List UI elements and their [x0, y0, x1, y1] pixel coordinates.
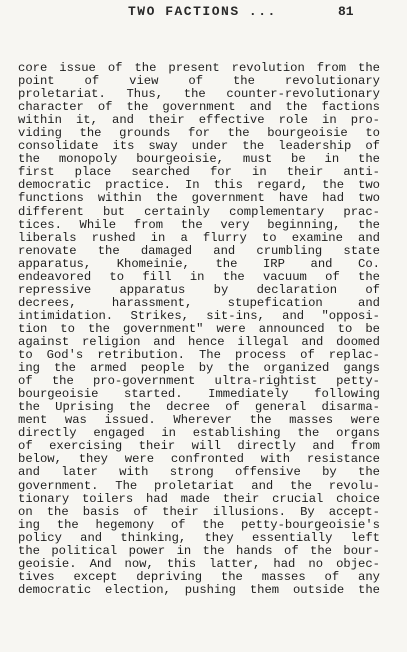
text-line: ment was issued. Wherever the masses were — [18, 414, 380, 428]
text-line: within it, and their effective role in pro- — [18, 114, 380, 128]
text-line: democratic election, pushing them outside the — [18, 583, 380, 597]
text-line: different but certainly complementary prac- — [18, 205, 380, 219]
text-line: bourgeoisie started. Immediately following — [18, 388, 380, 402]
text-line: endeavored to fill in the vacuum of the — [18, 270, 380, 284]
text-line: policy and thinking, they essentially left — [18, 531, 380, 545]
text-line: and later with strong offensive by the — [18, 466, 380, 480]
text-line: point of view of the revolutionary — [18, 75, 380, 89]
text-line: functions within the government have had two — [18, 192, 380, 206]
text-line: ing the hegemony of the petty-bourgeoisie's — [18, 518, 380, 532]
text-line: below, they were confronted with resistance — [18, 453, 380, 467]
text-line: viding the grounds for the bourgeoisie to — [18, 127, 380, 141]
text-line: intimidation. Strikes, sit-ins, and "opposi- — [18, 309, 380, 323]
text-line: consolidate its sway under the leadership of — [18, 140, 380, 154]
text-line: to God's retribution. The process of replac- — [18, 349, 380, 363]
text-line: tices. While from the very beginning, the — [18, 218, 380, 232]
text-line: directly engaged in establishing the organs — [18, 427, 380, 441]
text-line: ing the armed people by the organized gangs — [18, 362, 380, 376]
body-text — [18, 62, 380, 597]
text-line: democratic practice. In this regard, the two — [18, 179, 380, 193]
text-line: of the pro-government ultra-rightist petty- — [18, 375, 380, 389]
page-header — [0, 4, 407, 22]
text-line: geoisie. And now, this latter, had no objec- — [18, 557, 380, 571]
text-line: tion to the government" were announced to be — [18, 322, 380, 336]
text-line: apparatus, Khomeinie, the IRP and Co. — [18, 257, 380, 271]
text-line: of exercising their will directly and from — [18, 440, 380, 454]
text-line: first place searched for in their anti- — [18, 166, 380, 180]
text-line: repressive apparatus by declaration of — [18, 283, 380, 297]
text-line: on the basis of their illusions. By accept- — [18, 505, 380, 519]
text-line: against religion and hence illegal and doomed — [18, 335, 380, 349]
text-line: renovate the damaged and crumbling state — [18, 244, 380, 258]
text-line: decrees, harassment, stupefication and — [18, 296, 380, 310]
page-number: 81 — [338, 4, 354, 19]
running-head: TWO FACTIONS ... — [128, 4, 277, 19]
text-line: core issue of the present revolution from the — [18, 62, 380, 75]
text-line: government. The proletariat and the revolu- — [18, 479, 380, 493]
text-line: tionary toilers had made their crucial choice — [18, 492, 380, 506]
text-line: tives except depriving the masses of any — [18, 570, 380, 584]
text-line: the Uprising the decree of general disarma- — [18, 401, 380, 415]
text-line: proletariat. Thus, the counter-revolutionary — [18, 88, 380, 102]
text-line: the political power in the hands of the bour- — [18, 544, 380, 558]
text-line: liberals rushed in a flurry to examine and — [18, 231, 380, 245]
text-line: the monopoly bourgeoisie, must be in the — [18, 153, 380, 167]
text-line: character of the government and the factions — [18, 101, 380, 115]
